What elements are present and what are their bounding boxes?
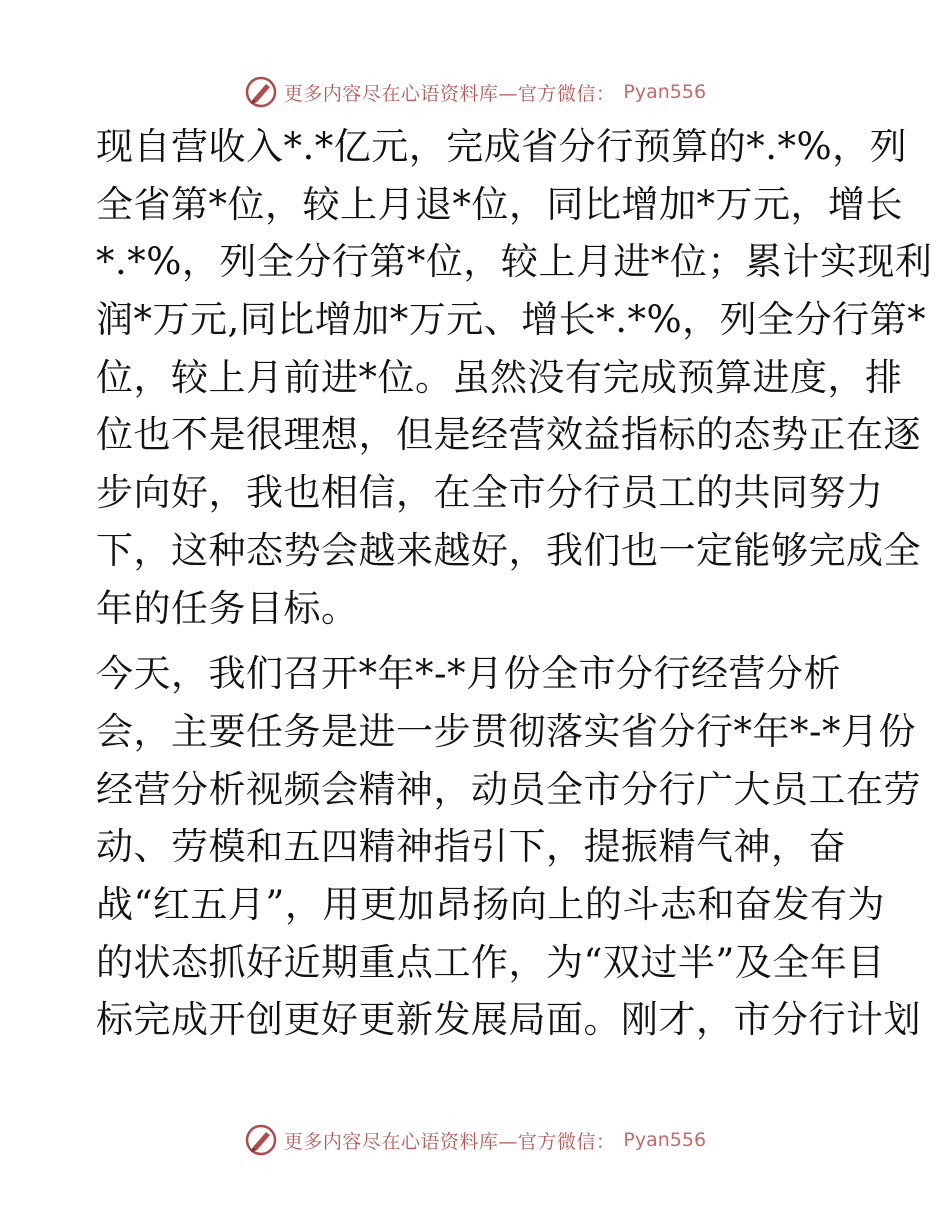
document-body (96, 118, 933, 1049)
text-line: 润*万元,同比增加*万元、增长*.*%，列全分行第* (96, 298, 927, 342)
text-line: 战“红五月”，用更加昂扬向上的斗志和奋发有为 (96, 882, 885, 926)
paragraph-gap (96, 637, 856, 645)
text-line: 今天，我们召开*年*-*月份全市分行经营分析 (96, 652, 842, 696)
text-line: 年的任务目标。 (96, 586, 359, 630)
pen-logo-icon (244, 1123, 278, 1157)
watermark-text: 更多内容尽在心语资料库—官方微信： (283, 1130, 616, 1153)
text-line: 会，主要任务是进一步贯彻落实省分行*年*-*月份 (96, 709, 917, 753)
pen-logo-icon (244, 75, 278, 109)
watermark-wechat-id: Pyan556 (623, 1129, 707, 1151)
paragraph-1 (96, 118, 933, 637)
text-line: 位也不是很理想，但是经营效益指标的态势正在逐 (96, 413, 921, 457)
footer-watermark (0, 1120, 950, 1160)
text-line: 全省第*位，较上月退*位，同比增加*万元，增长 (96, 182, 903, 226)
text-line: 下，这种态势会越来越好，我们也一定能够完成全 (96, 528, 921, 572)
text-line: 动、劳模和五四精神指引下，提振精气神，奋 (96, 825, 846, 869)
text-line: 经营分析视频会精神，动员全市分行广大员工在劳 (96, 767, 921, 811)
text-line: 标完成开创更好更新发展局面。刚才，市分行计划 (96, 998, 921, 1042)
text-line: *.*%，列全分行第*位，较上月进*位；累计实现利 (96, 240, 933, 284)
watermark-text: 更多内容尽在心语资料库—官方微信： (283, 82, 616, 105)
text-line: 的状态抓好近期重点工作，为“双过半”及全年目 (96, 940, 885, 984)
text-line: 位，较上月前进*位。虽然没有完成预算进度，排 (96, 355, 903, 399)
text-line: 现自营收入*.*亿元，完成省分行预算的*.*%，列 (96, 125, 908, 168)
text-line: 步向好，我也相信，在全市分行员工的共同努力 (96, 471, 884, 515)
watermark-wechat-id: Pyan556 (623, 81, 707, 103)
paragraph-2 (96, 645, 921, 1049)
header-watermark (0, 72, 950, 112)
